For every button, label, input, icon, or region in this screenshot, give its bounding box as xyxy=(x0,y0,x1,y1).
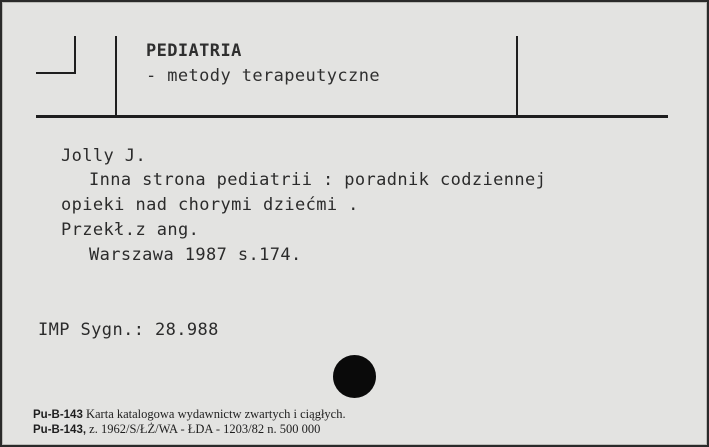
punch-hole xyxy=(333,355,376,398)
footer-line-1 xyxy=(33,407,346,422)
corner-mark-horizontal xyxy=(36,72,76,74)
corner-mark-vertical xyxy=(74,36,76,74)
header-divider-left xyxy=(115,36,117,116)
translation-note: Przekł.z ang. xyxy=(61,220,200,240)
print-details: z. 1962/S/ŁŻ/WA - ŁDA - 1203/82 n. 500 000 xyxy=(89,422,321,436)
footer-line-2 xyxy=(33,422,320,437)
catalog-card xyxy=(2,2,707,445)
form-description: Karta katalogowa wydawnictw zwartych i ciągłych. xyxy=(85,407,346,421)
author: Jolly J. xyxy=(61,146,147,166)
call-number: IMP Sygn.: 28.988 xyxy=(38,320,219,340)
subject-subheading: - metody terapeutyczne xyxy=(146,66,380,86)
form-code-1: Pu-B-143 xyxy=(33,409,83,421)
title-line-2: opieki nad chorymi dziećmi . xyxy=(61,195,359,215)
title-line-1: Inna strona pediatrii : poradnik codziennej xyxy=(89,170,547,190)
imprint: Warszawa 1987 s.174. xyxy=(89,245,302,265)
header-divider-right xyxy=(516,36,518,116)
form-code-2: Pu-B-143, xyxy=(33,424,87,436)
header-rule xyxy=(36,115,668,118)
subject-heading: PEDIATRIA xyxy=(146,41,242,61)
